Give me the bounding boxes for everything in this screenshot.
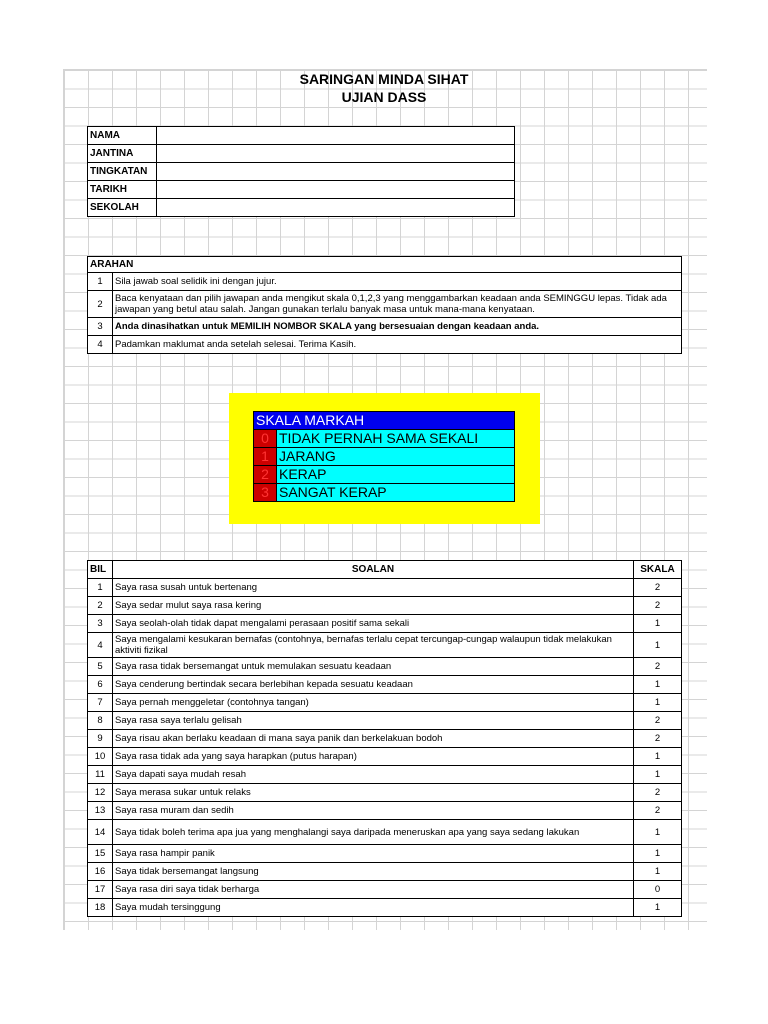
bil-cell: 14 xyxy=(88,820,113,845)
arahan-number: 2 xyxy=(88,291,113,318)
info-value-field[interactable] xyxy=(157,127,515,145)
skala-cell[interactable]: 1 xyxy=(634,766,682,784)
skala-row xyxy=(254,430,515,448)
arahan-text: Anda dinasihatkan untuk MEMILIH NOMBOR SKALA yang bersesuaian dengan keadaan anda. xyxy=(113,318,682,336)
skala-number: 1 xyxy=(254,448,277,466)
table-row xyxy=(88,694,682,712)
skala-cell[interactable]: 2 xyxy=(634,597,682,615)
table-row xyxy=(88,579,682,597)
question-cell: Saya rasa tidak ada yang saya harapkan (putus harapan) xyxy=(113,748,634,766)
skala-cell[interactable]: 1 xyxy=(634,633,682,658)
info-value-field[interactable] xyxy=(157,199,515,217)
info-label: JANTINA xyxy=(88,145,157,163)
bil-cell: 5 xyxy=(88,658,113,676)
bil-cell: 3 xyxy=(88,615,113,633)
arahan-row xyxy=(88,318,682,336)
bil-cell: 9 xyxy=(88,730,113,748)
arahan-text: Baca kenyataan dan pilih jawapan anda mengikut skala 0,1,2,3 yang menggambarkan keadaan anda SEMINGGU lepas. Tidak ada jawapan yang betul atau salah. Jangan gunakan terlalu banyak masa untuk mana-mana kenyataan. xyxy=(113,291,682,318)
bil-cell: 15 xyxy=(88,845,113,863)
question-cell: Saya merasa sukar untuk relaks xyxy=(113,784,634,802)
info-row xyxy=(88,163,515,181)
table-row xyxy=(88,766,682,784)
skala-label: KERAP xyxy=(277,466,515,484)
question-cell: Saya rasa muram dan sedih xyxy=(113,802,634,820)
skala-header: SKALA MARKAH xyxy=(254,412,515,430)
table-row xyxy=(88,730,682,748)
skala-label: JARANG xyxy=(277,448,515,466)
skala-cell[interactable]: 1 xyxy=(634,615,682,633)
skala-cell[interactable]: 2 xyxy=(634,730,682,748)
arahan-number: 1 xyxy=(88,273,113,291)
info-row xyxy=(88,181,515,199)
table-row xyxy=(88,676,682,694)
question-cell: Saya rasa hampir panik xyxy=(113,845,634,863)
bil-cell: 10 xyxy=(88,748,113,766)
header-soalan: SOALAN xyxy=(113,561,634,579)
skala-cell[interactable]: 0 xyxy=(634,881,682,899)
bil-cell: 6 xyxy=(88,676,113,694)
question-cell: Saya rasa tidak bersemangat untuk memulakan sesuatu keadaan xyxy=(113,658,634,676)
skala-label: TIDAK PERNAH SAMA SEKALI xyxy=(277,430,515,448)
question-cell: Saya tidak boleh terima apa jua yang menghalangi saya daripada meneruskan apa yang saya sedang lakukan xyxy=(113,820,634,845)
table-row xyxy=(88,863,682,881)
bil-cell: 2 xyxy=(88,597,113,615)
skala-cell[interactable]: 2 xyxy=(634,784,682,802)
skala-cell[interactable]: 1 xyxy=(634,676,682,694)
soalan-table xyxy=(87,560,682,917)
skala-cell[interactable]: 1 xyxy=(634,694,682,712)
info-row xyxy=(88,127,515,145)
info-table xyxy=(87,126,515,217)
table-row xyxy=(88,748,682,766)
bil-cell: 11 xyxy=(88,766,113,784)
skala-cell[interactable]: 2 xyxy=(634,579,682,597)
table-row xyxy=(88,820,682,845)
bil-cell: 4 xyxy=(88,633,113,658)
question-cell: Saya pernah menggeletar (contohnya tangan) xyxy=(113,694,634,712)
table-row xyxy=(88,845,682,863)
skala-cell[interactable]: 1 xyxy=(634,845,682,863)
arahan-number: 3 xyxy=(88,318,113,336)
skala-label: SANGAT KERAP xyxy=(277,484,515,502)
info-row xyxy=(88,199,515,217)
bil-cell: 16 xyxy=(88,863,113,881)
question-cell: Saya seolah-olah tidak dapat mengalami perasaan positif sama sekali xyxy=(113,615,634,633)
table-row xyxy=(88,802,682,820)
table-row xyxy=(88,658,682,676)
table-row xyxy=(88,881,682,899)
question-cell: Saya risau akan berlaku keadaan di mana saya panik dan berkelakuan bodoh xyxy=(113,730,634,748)
info-value-field[interactable] xyxy=(157,181,515,199)
skala-table xyxy=(253,411,515,502)
page-subtitle: UJIAN DASS xyxy=(341,89,427,105)
skala-cell[interactable]: 1 xyxy=(634,899,682,917)
page-title: SARINGAN MINDA SIHAT xyxy=(299,71,469,87)
bil-cell: 7 xyxy=(88,694,113,712)
arahan-row xyxy=(88,336,682,354)
arahan-text: Padamkan maklumat anda setelah selesai. Terima Kasih. xyxy=(113,336,682,354)
bil-cell: 8 xyxy=(88,712,113,730)
arahan-header: ARAHAN xyxy=(88,257,682,273)
info-value-field[interactable] xyxy=(157,163,515,181)
question-cell: Saya mudah tersinggung xyxy=(113,899,634,917)
bil-cell: 12 xyxy=(88,784,113,802)
table-row xyxy=(88,597,682,615)
bil-cell: 17 xyxy=(88,881,113,899)
header-bil: BIL xyxy=(88,561,113,579)
info-value-field[interactable] xyxy=(157,145,515,163)
info-label: TARIKH xyxy=(88,181,157,199)
info-label: NAMA xyxy=(88,127,157,145)
question-cell: Saya rasa saya terlalu gelisah xyxy=(113,712,634,730)
skala-row xyxy=(254,484,515,502)
info-label: TINGKATAN xyxy=(88,163,157,181)
skala-row xyxy=(254,448,515,466)
info-row xyxy=(88,145,515,163)
question-cell: Saya rasa diri saya tidak berharga xyxy=(113,881,634,899)
skala-cell[interactable]: 2 xyxy=(634,712,682,730)
question-cell: Saya sedar mulut saya rasa kering xyxy=(113,597,634,615)
skala-number: 3 xyxy=(254,484,277,502)
arahan-text: Sila jawab soal selidik ini dengan jujur. xyxy=(113,273,682,291)
bil-cell: 13 xyxy=(88,802,113,820)
table-row xyxy=(88,899,682,917)
question-cell: Saya dapati saya mudah resah xyxy=(113,766,634,784)
question-cell: Saya rasa susah untuk bertenang xyxy=(113,579,634,597)
skala-cell[interactable]: 2 xyxy=(634,658,682,676)
question-cell: Saya cenderung bertindak secara berlebihan kepada sesuatu keadaan xyxy=(113,676,634,694)
question-cell: Saya mengalami kesukaran bernafas (contohnya, bernafas terlalu cepat tercungap-cungap walaupun tidak melakukan aktiviti fizikal xyxy=(113,633,634,658)
table-row xyxy=(88,784,682,802)
question-cell: Saya tidak bersemangat langsung xyxy=(113,863,634,881)
skala-cell[interactable]: 1 xyxy=(634,820,682,845)
arahan-number: 4 xyxy=(88,336,113,354)
table-row xyxy=(88,712,682,730)
arahan-row xyxy=(88,273,682,291)
skala-cell[interactable]: 1 xyxy=(634,748,682,766)
table-row xyxy=(88,615,682,633)
skala-number: 0 xyxy=(254,430,277,448)
bil-cell: 18 xyxy=(88,899,113,917)
skala-cell[interactable]: 2 xyxy=(634,802,682,820)
table-row xyxy=(88,633,682,658)
skala-number: 2 xyxy=(254,466,277,484)
skala-row xyxy=(254,466,515,484)
header-skala: SKALA xyxy=(634,561,682,579)
skala-cell[interactable]: 1 xyxy=(634,863,682,881)
arahan-table xyxy=(87,256,682,354)
bil-cell: 1 xyxy=(88,579,113,597)
info-label: SEKOLAH xyxy=(88,199,157,217)
arahan-row xyxy=(88,291,682,318)
